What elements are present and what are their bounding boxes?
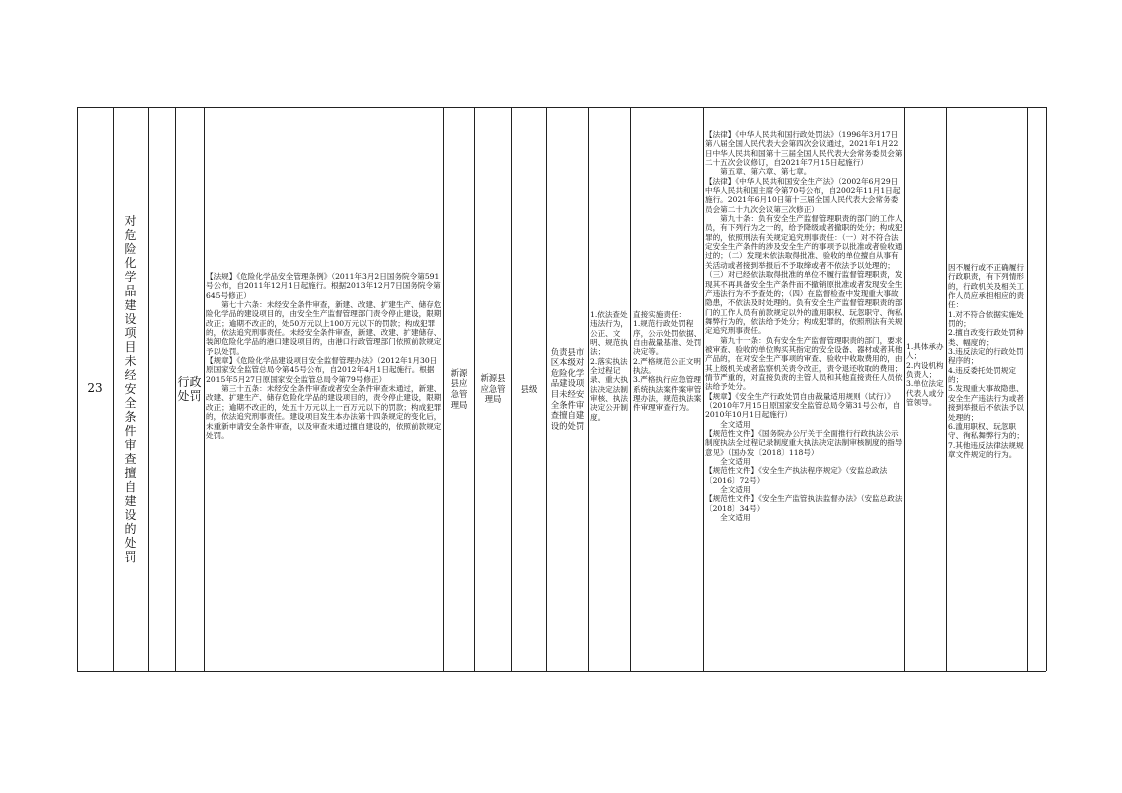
col-divider xyxy=(588,107,589,671)
legal-basis: 【法规】《危险化学品安全管理条例》（2011年3月2日国务院令第591号公布，自2011年12月1日起施行。根据2013年12月7日国务院令第645号修正） 第七十六条：未经安全条件审查，新建、改建、扩建生产、储存危险化学品的建设项目的，由安全生产监督管理部门责令停止建设，限期改正；逾期不改正的，处50万元以上100万元以下的罚款；构成犯罪的，依法追究刑事责任。未经安全条件审查，新建、改建、扩建储存、装卸危险化学品的港口建设项目的，由港口行政管理部门依照前款规定予以处罚。 【规章】《危险化学品建设项目安全监督管理办法》（2012年1月30日原国家安全监管总局令第45号公布，自2012年4月1日起施行。根据2015年5月27日原国家安全监管总局令第79号修正） 第三十五条：未经安全条件审查或者安全条件审查未通过，新建、改建、扩建生产、储存危险化学品的建设项目的，责令停止建设，限期改正；逾期不改正的，处五十万元以上一百万元以下的罚款；构成犯罪的，依法追究刑事责任。建设项目发生本办法第十四条规定的变化后，未重新申请安全条件审查，以及审查未通过擅自建设的，依照前款规定处罚。 xyxy=(206,272,442,440)
col-divider xyxy=(474,107,475,671)
accountability-basis: 【法律】《中华人民共和国行政处罚法》（1996年3月17日第八届全国人民代表大会第四次会议通过，2021年1月22日中华人民共和国第十三届全国人民代表大会常务委员会第二十五次会议修订，自2021年7月15日起施行） 第五章、第六章、第七章。 【法律】《中华人民共和国安全生产法》（2002年6月29日中华人民共和国主席令第70号公布，自2002年11月1日起施行。2021年6月10日第十三届全国人民代表大会常务委员会第二十九次会议第三次修正） 第九十条：负有安全生产监督管理职责的部门的工作人员，有下列行为之一的，给予降级或者撤职的处分；构成犯罪的，依照刑法有关规定追究刑事责任：（一）对不符合法定安全生产条件的涉及安全生产的事项予以批准或者验收通过的；（二）发现未依法取得批准、验收的单位擅自从事有关活动或者接到举报后不予取缔或者不依法予以处理的；（三）对已经依法取得批准的单位不履行监督管理职责，发现其不再具备安全生产条件而不撤销原批准或者发现安全生产违法行为不予查处的；（四）在监督检查中发现重大事故隐患，不依法及时处理的。负有安全生产监督管理职责的部门的工作人员有前款规定以外的滥用职权、玩忽职守、徇私舞弊行为的，依法给予处分；构成犯罪的，依照刑法有关规定追究刑事责任。 第九十一条：负有安全生产监督管理职责的部门，要求被审查、验收的单位购买其指定的安全设备、器材或者其他产品的，在对安全生产事项的审查、验收中收取费用的，由其上级机关或者监察机关责令改正，责令退还收取的费用；情节严重的，对直接负责的主管人员和其他直接责任人员依法给予处分。 【规章】《安全生产行政处罚自由裁量适用规则（试行）》（2010年7月15日原国家安全监管总局令第31号公布，自2010年10月1日起施行） 全文适用 【规范性文件】《国务院办公厅关于全面推行行政执法公示制度执法全过程记录制度重大执法决定法制审核制度的指导意见》（国办发〔2018〕118号） 全文适用 【规范性文件】《安全生产执法程序规定》（安监总政法〔2016〕72号） 全文适用 【规范性文件】《安全生产监管执法监督办法》（安监总政法〔2018〕34号） 全文适用 xyxy=(705,130,903,523)
col-divider xyxy=(204,107,205,671)
item-name: 对危险化学品建设项目未经安全条件审查擅自建设的处罚 xyxy=(124,214,137,564)
implementing-body: 新源县应急管理局 xyxy=(450,367,468,410)
scope: 负责县市区本级对危险化学品建设项目未经安全条件审查擅自建设的处罚 xyxy=(550,346,585,431)
col-divider xyxy=(113,107,114,671)
row-index: 23 xyxy=(87,381,103,396)
col-divider xyxy=(630,107,631,671)
level: 县级 xyxy=(520,383,538,394)
col-divider xyxy=(703,107,704,671)
remarks xyxy=(1028,107,1046,671)
process: 1.依法查处违法行为，公正、文明、规范执法； 2.落实执法全过程记录、重大执法决定法制审核、执法决定公开制度。 xyxy=(590,310,628,422)
responsible-subject: 1.具体承办人； 2.内设机构负责人； 3.单位法定代表人或分管领导。 xyxy=(906,342,944,408)
col-divider xyxy=(904,107,905,671)
table-bottom-border xyxy=(77,671,1046,672)
col-divider xyxy=(443,107,444,671)
responsible-dept: 新源县应急管理局 xyxy=(480,373,506,405)
liability-items: 因不履行或不正确履行行政职责，有下列情形的，行政机关及相关工作人员应承担相应的责任： 1.对不符合依据实施处罚的； 2.擅自改变行政处罚种类、幅度的； 3.违反法定的行政处罚程序的； 4.违反委托处罚规定的； 5.发现重大事故隐患、安全生产违法行为或者接到举报后不依法予以处理的； 6.滥用职权、玩忽职守、徇私舞弊行为的； 7.其他违反法律法规规章文件规定的行为。 xyxy=(948,263,1024,459)
col-divider xyxy=(1046,107,1047,671)
category: 行政处罚 xyxy=(177,375,202,403)
col-divider xyxy=(148,107,149,671)
col-divider xyxy=(946,107,947,671)
implementation: 直接实施责任： 1.规范行政处罚程序，公示处罚依据、自由裁量基准、处罚决定等。 2.严格规范公正文明执法。 3.严格执行应急管理系统执法案件案审管理办法，规范执法案件审理审查行为。 xyxy=(633,310,702,413)
